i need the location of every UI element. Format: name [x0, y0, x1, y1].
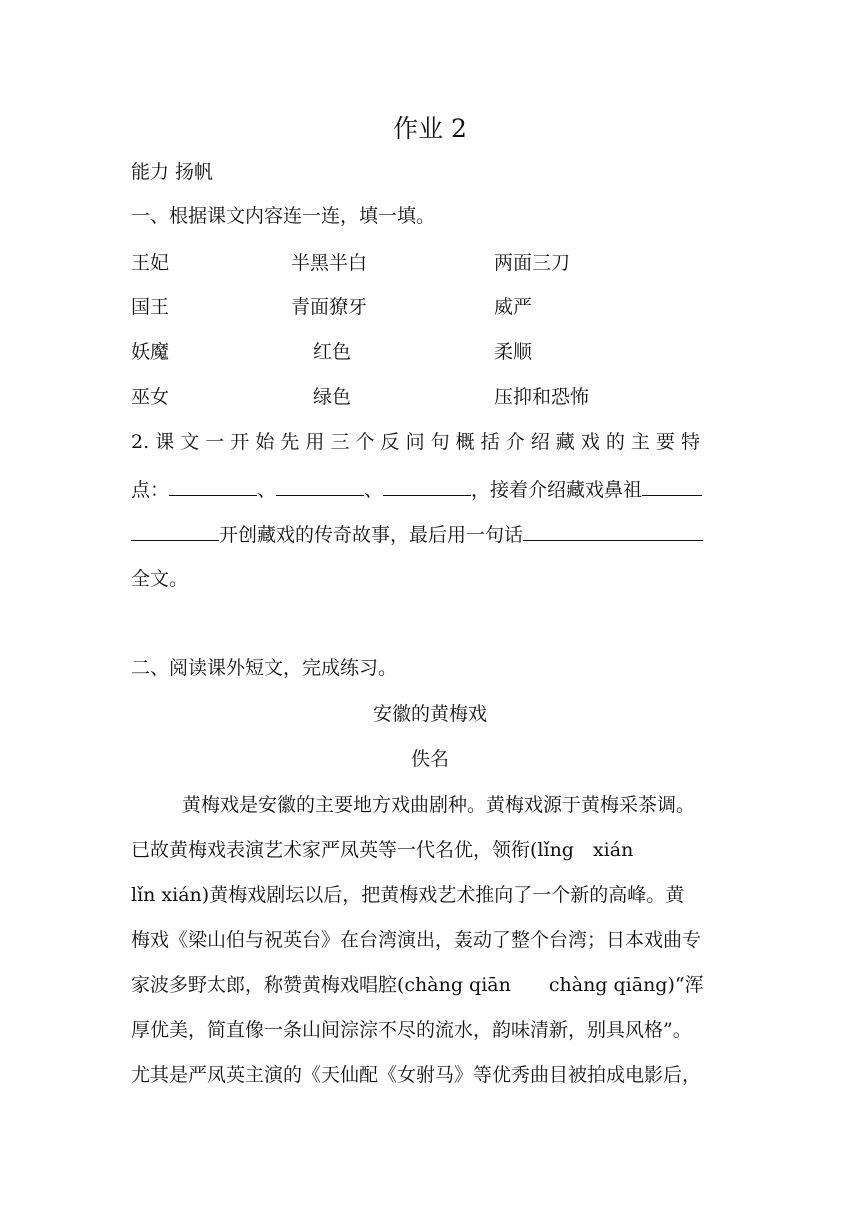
match-left-item: 巫女 — [131, 386, 170, 408]
separator: 、 — [257, 479, 277, 501]
question-2-text: 开创藏戏的传奇故事，最后用一句话 — [219, 524, 524, 546]
match-middle-item: 红色 — [313, 341, 352, 363]
separator: 、 — [364, 479, 384, 501]
article-line: 家波多野太郎，称赞黄梅戏唱腔(chàng qiān chàng qiāng)“浑 — [131, 974, 704, 996]
match-middle-item: 半黑半白 — [291, 252, 368, 274]
match-left-item: 国王 — [131, 296, 170, 318]
answer-blank[interactable] — [131, 522, 219, 541]
answer-blank[interactable] — [276, 477, 364, 496]
answer-blank[interactable] — [383, 477, 471, 496]
match-right-item: 两面三刀 — [494, 252, 571, 274]
answer-blank[interactable] — [169, 477, 257, 496]
match-right-item: 威严 — [494, 296, 533, 318]
question-2-text: 点： — [131, 479, 170, 501]
article-author: 佚名 — [410, 748, 449, 770]
article-line: 厚优美，简直像一条山间淙淙不尽的流水，韵味清新，别具风格”。 — [131, 1019, 692, 1041]
question-2-line-3 — [131, 522, 703, 547]
question-2-line-1: 2. 课 文 一 开 始 先 用 三 个 反 问 句 概 括 介 绍 藏 戏 的 主 要 特 — [131, 431, 700, 453]
article-line: 黄梅戏是安徽的主要地方戏曲剧种。黄梅戏源于黄梅采茶调。 — [182, 794, 696, 816]
part1-heading: 一、根据课文内容连一连，填一填。 — [131, 205, 436, 227]
match-middle-item: 青面獠牙 — [291, 296, 368, 318]
section-label: 能力 扬帆 — [131, 161, 214, 183]
part2-heading: 二、阅读课外短文，完成练习。 — [131, 657, 398, 679]
article-line: 已故黄梅戏表演艺术家严凤英等一代名优，领衔(lǐng xián — [131, 839, 634, 861]
match-left-item: 妖魔 — [131, 341, 170, 363]
article-title: 安徽的黄梅戏 — [372, 703, 487, 725]
answer-blank[interactable] — [523, 522, 703, 541]
article-line: 梅戏《梁山伯与祝英台》在台湾演出，轰动了整个台湾；日本戏曲专 — [131, 929, 702, 951]
article-line: lǐn xián)黄梅戏剧坛以后，把黄梅戏艺术推向了一个新的高峰。黄 — [131, 884, 685, 906]
match-right-item: 压抑和恐怖 — [494, 386, 590, 408]
question-2-line-2 — [131, 477, 702, 502]
page-title: 作业 2 — [393, 114, 467, 143]
match-middle-item: 绿色 — [313, 386, 352, 408]
question-2-text: ，接着介绍藏戏鼻祖 — [471, 479, 643, 501]
answer-blank[interactable] — [642, 477, 702, 496]
match-right-item: 柔顺 — [494, 341, 533, 363]
match-left-item: 王妃 — [131, 252, 170, 274]
article-line: 尤其是严凤英主演的《天仙配《女驸马》等优秀曲目被拍成电影后， — [131, 1064, 702, 1086]
question-2-line-4: 全文。 — [131, 568, 189, 590]
